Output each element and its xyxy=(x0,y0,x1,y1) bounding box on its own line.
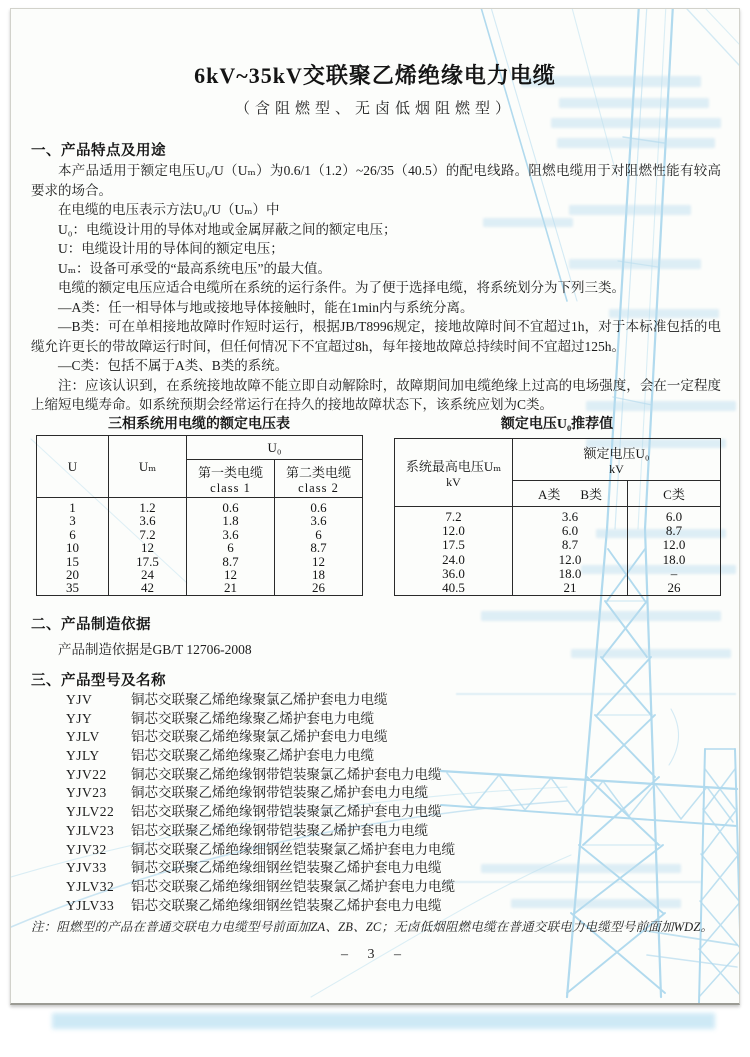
cell-value: 42 xyxy=(141,580,154,596)
cell-value: 12 xyxy=(224,567,237,583)
paragraph: —B类：可在单相接地故障时作短时运行，根据JB/T8996规定，接地故障时间不宜超过1h，对于本标准包括的电缆允许更长的带故障运行时间，但任何情况下不宜超过8h，每年接地故障总持续时间不宜超过125h。 xyxy=(31,319,721,354)
col-header-system-max-voltage xyxy=(395,439,513,507)
model-row xyxy=(66,822,726,841)
model-row xyxy=(66,841,726,860)
paragraph: Uₘ：设备可承受的“最高系统电压”的最大值。 xyxy=(58,260,332,276)
section1-body xyxy=(31,161,721,415)
paragraph: 电缆的额定电压应适合电缆所在系统的运行条件。为了便于选择电缆，将系统划分为下列三类。 xyxy=(58,280,625,295)
model-name: 铝芯交联聚乙烯绝缘聚乙烯护套电力电缆 xyxy=(131,748,374,764)
page-title: 6kV~35kV交联聚乙烯绝缘电力电缆 xyxy=(194,63,556,88)
cell-value: 12.0 xyxy=(662,537,686,553)
next-page-edge-artifact xyxy=(52,1013,715,1029)
table-column-um-values xyxy=(109,498,187,596)
page-content xyxy=(11,9,739,1003)
col-header-u: U xyxy=(37,436,109,498)
cell-value: 7.2 xyxy=(445,509,462,524)
rated-voltage-table xyxy=(36,435,363,596)
model-row xyxy=(66,878,726,897)
cell-value: 6 xyxy=(315,526,322,542)
cell-value: 15 xyxy=(66,553,79,569)
model-code: YJV32 xyxy=(66,841,107,857)
class2-en: class 2 xyxy=(298,480,339,495)
col-header-class2 xyxy=(275,460,363,498)
page-sheet xyxy=(10,8,740,1005)
model-name: 铜芯交联聚乙烯绝缘细钢丝铠装聚氯乙烯护套电力电缆 xyxy=(131,841,455,857)
class1-cn: 第一类电缆 xyxy=(197,464,263,480)
cell-value: 12 xyxy=(141,540,154,556)
class-a-label: A类 xyxy=(537,487,561,502)
col-header-u0: U₀ xyxy=(187,436,363,460)
cell-value: 7.2 xyxy=(139,526,156,542)
cell-value: 8.7 xyxy=(310,540,327,556)
paragraph: U₀：电缆设计用的导体对地或金属屏蔽之间的额定电压； xyxy=(58,221,397,237)
cell-value: 36.0 xyxy=(442,565,465,581)
section2-heading: 二、产品制造依据 xyxy=(31,617,151,633)
cell-value: 3.6 xyxy=(561,509,579,524)
cell-value: 6.0 xyxy=(561,523,579,539)
paragraph: 注：应该认识到，在系统接地故障不能立即自动解除时，故障期间加电缆绝缘上过高的电场强度，会在一定程度上缩短电缆寿命。如系统预期会经常运行在持久的接地故障状态下，该系统应划为C类。 xyxy=(31,377,721,412)
cell-value: 3.6 xyxy=(139,513,156,529)
model-row xyxy=(66,803,726,822)
model-name: 铜芯交联聚乙烯绝缘细钢丝铠装聚乙烯护套电力电缆 xyxy=(131,860,442,876)
cell-value: 3.6 xyxy=(310,513,327,529)
cell-value: 20 xyxy=(66,567,79,583)
class1-en: class 1 xyxy=(210,480,251,495)
cell-value: 1 xyxy=(69,500,76,515)
col-header-class-ab xyxy=(513,481,628,507)
cell-value: 12.0 xyxy=(558,551,582,567)
recommended-u0-table xyxy=(394,438,721,596)
rated-u0-unit: kV xyxy=(609,461,624,476)
cell-value: 12.0 xyxy=(442,523,465,539)
model-name: 铝芯交联聚乙烯绝缘钢带铠装聚氯乙烯护套电力电缆 xyxy=(131,804,442,820)
model-code: YJLV32 xyxy=(66,878,115,894)
cell-value: 21 xyxy=(224,580,237,596)
cell-value: 17.5 xyxy=(136,553,159,569)
model-code: YJV23 xyxy=(66,785,107,801)
model-code: YJLV33 xyxy=(66,897,115,913)
system-voltage-unit: kV xyxy=(446,474,461,489)
model-name: 铜芯交联聚乙烯绝缘聚氯乙烯护套电力电缆 xyxy=(131,692,388,707)
footnote: 注：阻燃型的产品在普通交联电力电缆型号前面加ZA、ZB、ZC；无卤低烟阻燃电缆在普通交联电力电缆型号前面加WDZ。 xyxy=(31,920,714,934)
section3-heading: 三、产品型号及名称 xyxy=(31,673,166,689)
class2-cn: 第二类电缆 xyxy=(286,464,352,480)
model-code: YJV xyxy=(66,692,93,707)
page-subtitle: （含阻燃型、无卤低烟阻燃型） xyxy=(234,101,515,117)
model-row xyxy=(66,710,726,729)
system-voltage-label: 系统最高电压Uₘ xyxy=(405,458,502,474)
model-row xyxy=(66,897,726,916)
col-header-rated-u0 xyxy=(513,439,721,481)
model-name: 铜芯交联聚乙烯绝缘聚乙烯护套电力电缆 xyxy=(131,710,374,726)
model-name: 铝芯交联聚乙烯绝缘细钢丝铠装聚乙烯护套电力电缆 xyxy=(131,897,442,913)
cell-value: 8.7 xyxy=(561,537,579,553)
paragraph: 在电缆的电压表示方法U₀/U（Uₘ）中 xyxy=(58,202,280,217)
cell-value: 21 xyxy=(563,580,577,596)
cell-value: – xyxy=(670,565,678,581)
cell-value: 8.7 xyxy=(222,553,239,569)
col-header-class-c: C类 xyxy=(628,481,721,507)
model-list xyxy=(66,691,726,915)
cell-value: 3 xyxy=(69,513,76,529)
right-table-title: 额定电压U₀推荐值 xyxy=(500,417,614,432)
class-b-label: B类 xyxy=(580,487,603,502)
cell-value: 1.8 xyxy=(222,513,239,529)
model-code: YJV22 xyxy=(66,766,107,782)
cell-value: 18.0 xyxy=(662,551,686,567)
table-column-c-values xyxy=(628,507,721,596)
cell-value: 3.6 xyxy=(222,526,239,542)
model-code: YJY xyxy=(66,710,93,726)
paragraph: 本产品适用于额定电压U₀/U（Uₘ）为0.6/1（1.2）~26/35（40.5）的配电线路。阻燃电缆用于对阻燃性能有较高要求的场合。 xyxy=(31,163,721,198)
model-code: YJLV23 xyxy=(66,822,115,838)
cell-value: 35 xyxy=(66,580,79,596)
cell-value: 26 xyxy=(312,580,325,596)
cell-value: 24 xyxy=(141,567,154,583)
cell-value: 18.0 xyxy=(558,565,582,581)
model-row xyxy=(66,728,726,747)
model-code: YJV33 xyxy=(66,860,107,876)
rated-u0-label: 额定电压U₀ xyxy=(583,445,650,461)
table-column-u-values xyxy=(37,498,109,596)
cell-value: 0.6 xyxy=(310,500,327,515)
page-number: – 3 – xyxy=(341,947,409,962)
cell-value: 26 xyxy=(667,580,681,596)
model-name: 铝芯交联聚乙烯绝缘钢带铠装聚乙烯护套电力电缆 xyxy=(131,822,428,838)
paragraph: —A类：任一相导体与地或接地导体接触时，能在1min内与系统分离。 xyxy=(58,299,474,315)
cell-value: 18 xyxy=(312,567,325,583)
cell-value: 1.2 xyxy=(139,500,156,515)
model-name: 铝芯交联聚乙烯绝缘细钢丝铠装聚氯乙烯护套电力电缆 xyxy=(131,878,455,894)
model-row xyxy=(66,859,726,878)
cell-value: 6 xyxy=(69,526,76,542)
table-column-class1-values xyxy=(187,498,275,596)
paragraph: U：电缆设计用的导体间的额定电压； xyxy=(58,241,284,256)
cell-value: 0.6 xyxy=(222,500,239,515)
section1-heading: 一、产品特点及用途 xyxy=(31,143,166,159)
cell-value: 40.5 xyxy=(442,580,465,596)
model-row xyxy=(66,766,726,785)
model-name: 铝芯交联聚乙烯绝缘聚氯乙烯护套电力电缆 xyxy=(131,729,388,745)
cell-value: 6.0 xyxy=(665,509,683,524)
paragraph: —C类：包括不属于A类、B类的系统。 xyxy=(58,358,289,373)
model-row xyxy=(66,691,726,710)
col-header-class1 xyxy=(187,460,275,498)
cell-value: 24.0 xyxy=(442,551,465,567)
cell-value: 6 xyxy=(227,540,234,556)
cell-value: 10 xyxy=(66,540,79,556)
table-column-system-values xyxy=(395,507,513,596)
model-row xyxy=(66,747,726,766)
model-row xyxy=(66,784,726,803)
col-header-um: Uₘ xyxy=(109,436,187,498)
model-name: 铜芯交联聚乙烯绝缘钢带铠装聚乙烯护套电力电缆 xyxy=(131,785,428,801)
model-code: YJLV22 xyxy=(66,804,115,820)
cell-value: 8.7 xyxy=(665,523,683,539)
left-table-title: 三相系统用电缆的额定电压表 xyxy=(108,417,290,432)
table-column-class2-values xyxy=(275,498,363,596)
cell-value: 17.5 xyxy=(442,537,465,553)
model-code: YJLY xyxy=(66,748,100,764)
section2-body: 产品制造依据是GB/T 12706-2008 xyxy=(58,642,252,657)
model-code: YJLV xyxy=(66,729,100,745)
cell-value: 12 xyxy=(312,553,325,569)
model-name: 铜芯交联聚乙烯绝缘钢带铠装聚氯乙烯护套电力电缆 xyxy=(131,766,442,782)
table-column-ab-values xyxy=(513,507,628,596)
